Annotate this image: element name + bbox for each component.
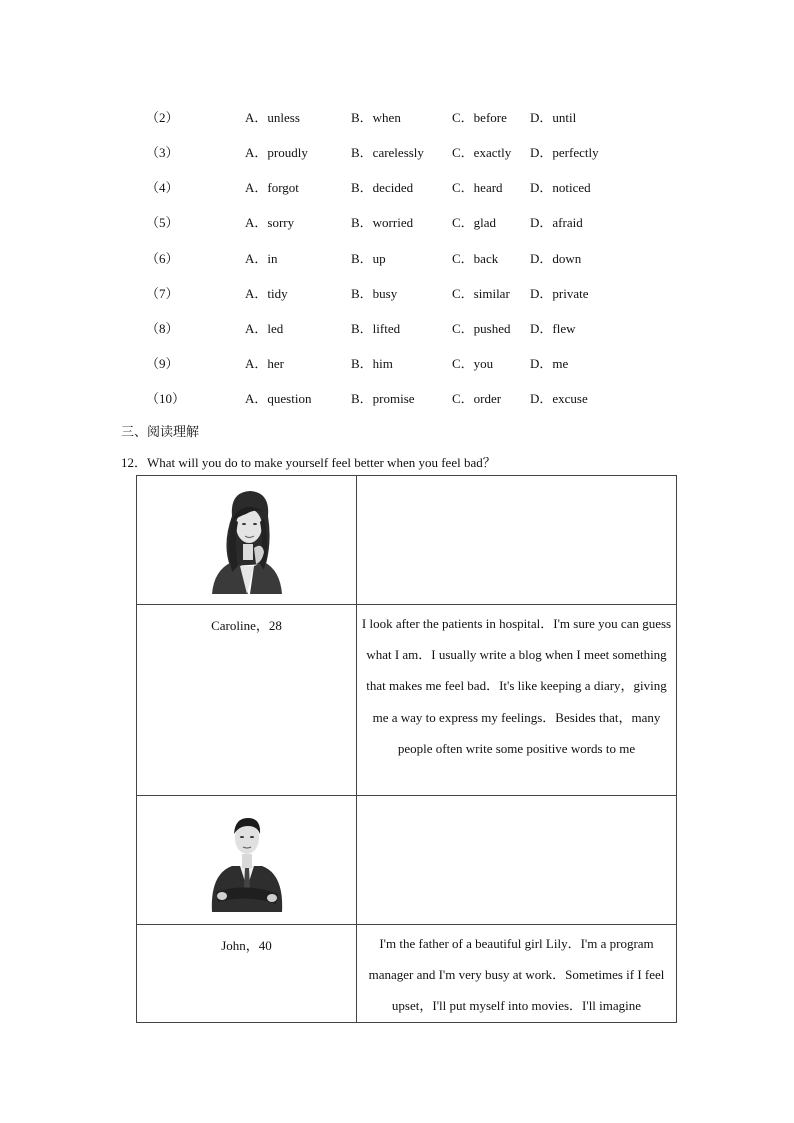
option-c: C．exactly [452, 145, 512, 160]
option-d: D．afraid [530, 215, 583, 230]
option-c: C．back [452, 251, 499, 266]
man-portrait-icon [202, 804, 292, 914]
blank-number: （8） [146, 321, 179, 336]
option-d: D．down [530, 251, 582, 266]
blank-number: （5） [146, 215, 179, 230]
option-row [0, 353, 794, 373]
option-c: C．before [452, 110, 507, 125]
option-b: B．busy [351, 286, 398, 301]
portrait-cell [137, 476, 357, 605]
portrait-cell [137, 796, 357, 925]
option-c: C．heard [452, 180, 503, 195]
option-d: D．me [530, 356, 569, 371]
option-row [0, 212, 794, 232]
blank-number: （9） [146, 356, 179, 371]
table-row [137, 476, 677, 605]
option-b: B．lifted [351, 321, 401, 336]
blank-number: （7） [146, 286, 179, 301]
option-c: C．glad [452, 215, 497, 230]
option-row [0, 318, 794, 338]
option-a: A．forgot [245, 180, 299, 195]
option-row [0, 107, 794, 127]
option-row [0, 142, 794, 162]
option-b: B．carelessly [351, 145, 424, 160]
option-row [0, 388, 794, 408]
woman-portrait-icon [202, 486, 292, 596]
section-title: 三、阅读理解 [121, 425, 200, 440]
table-row [137, 925, 677, 1023]
option-b: B．worried [351, 215, 414, 230]
empty-cell [357, 796, 677, 925]
person-bio-cell [357, 925, 677, 1023]
option-a: A．question [245, 391, 312, 406]
option-a: A．in [245, 251, 278, 266]
option-row [0, 248, 794, 268]
blank-number: （3） [146, 145, 179, 160]
empty-cell [357, 476, 677, 605]
blank-number: （10） [146, 391, 186, 406]
option-row [0, 177, 794, 197]
person-name: Caroline，28 [211, 618, 282, 633]
reading-table [136, 475, 677, 1023]
person-name-cell [137, 925, 357, 1023]
table-row [137, 605, 677, 796]
table-row [137, 796, 677, 925]
option-c: C．you [452, 356, 494, 371]
person-bio: I'm the father of a beautiful girl Lily．I'm a program manager and I'm very busy at work．Sometimes if I feel upset，I'll put myself into movies．I'll imagine [368, 936, 665, 1014]
option-a: A．led [245, 321, 284, 336]
option-b: B．up [351, 251, 386, 266]
option-a: A．proudly [245, 145, 308, 160]
blank-number: （4） [146, 180, 179, 195]
person-name: John，40 [221, 938, 272, 953]
option-d: D．until [530, 110, 577, 125]
option-c: C．similar [452, 286, 510, 301]
person-bio: I look after the patients in hospital．I'm sure you can guess what I am．I usually write a blog when I meet something that makes me feel bad．It's like keeping a diary，giving me a way to express my feelings．Besides that，many people often write some positive words to me [361, 616, 672, 756]
option-row [0, 283, 794, 303]
blank-number: （6） [146, 251, 179, 266]
option-b: B．when [351, 110, 401, 125]
option-a: A．unless [245, 110, 300, 125]
option-c: C．order [452, 391, 502, 406]
option-a: A．her [245, 356, 284, 371]
option-b: B．him [351, 356, 393, 371]
option-b: B．decided [351, 180, 414, 195]
option-d: D．perfectly [530, 145, 599, 160]
person-name-cell [137, 605, 357, 796]
option-a: A．sorry [245, 215, 295, 230]
option-a: A．tidy [245, 286, 288, 301]
option-d: D．private [530, 286, 589, 301]
option-d: D．flew [530, 321, 576, 336]
blank-number: （2） [146, 110, 179, 125]
question-text: 12．What will you do to make yourself feel better when you feel bad？ [121, 455, 496, 470]
option-d: D．noticed [530, 180, 591, 195]
option-d: D．excuse [530, 391, 588, 406]
option-b: B．promise [351, 391, 415, 406]
person-bio-cell [357, 605, 677, 796]
option-c: C．pushed [452, 321, 511, 336]
